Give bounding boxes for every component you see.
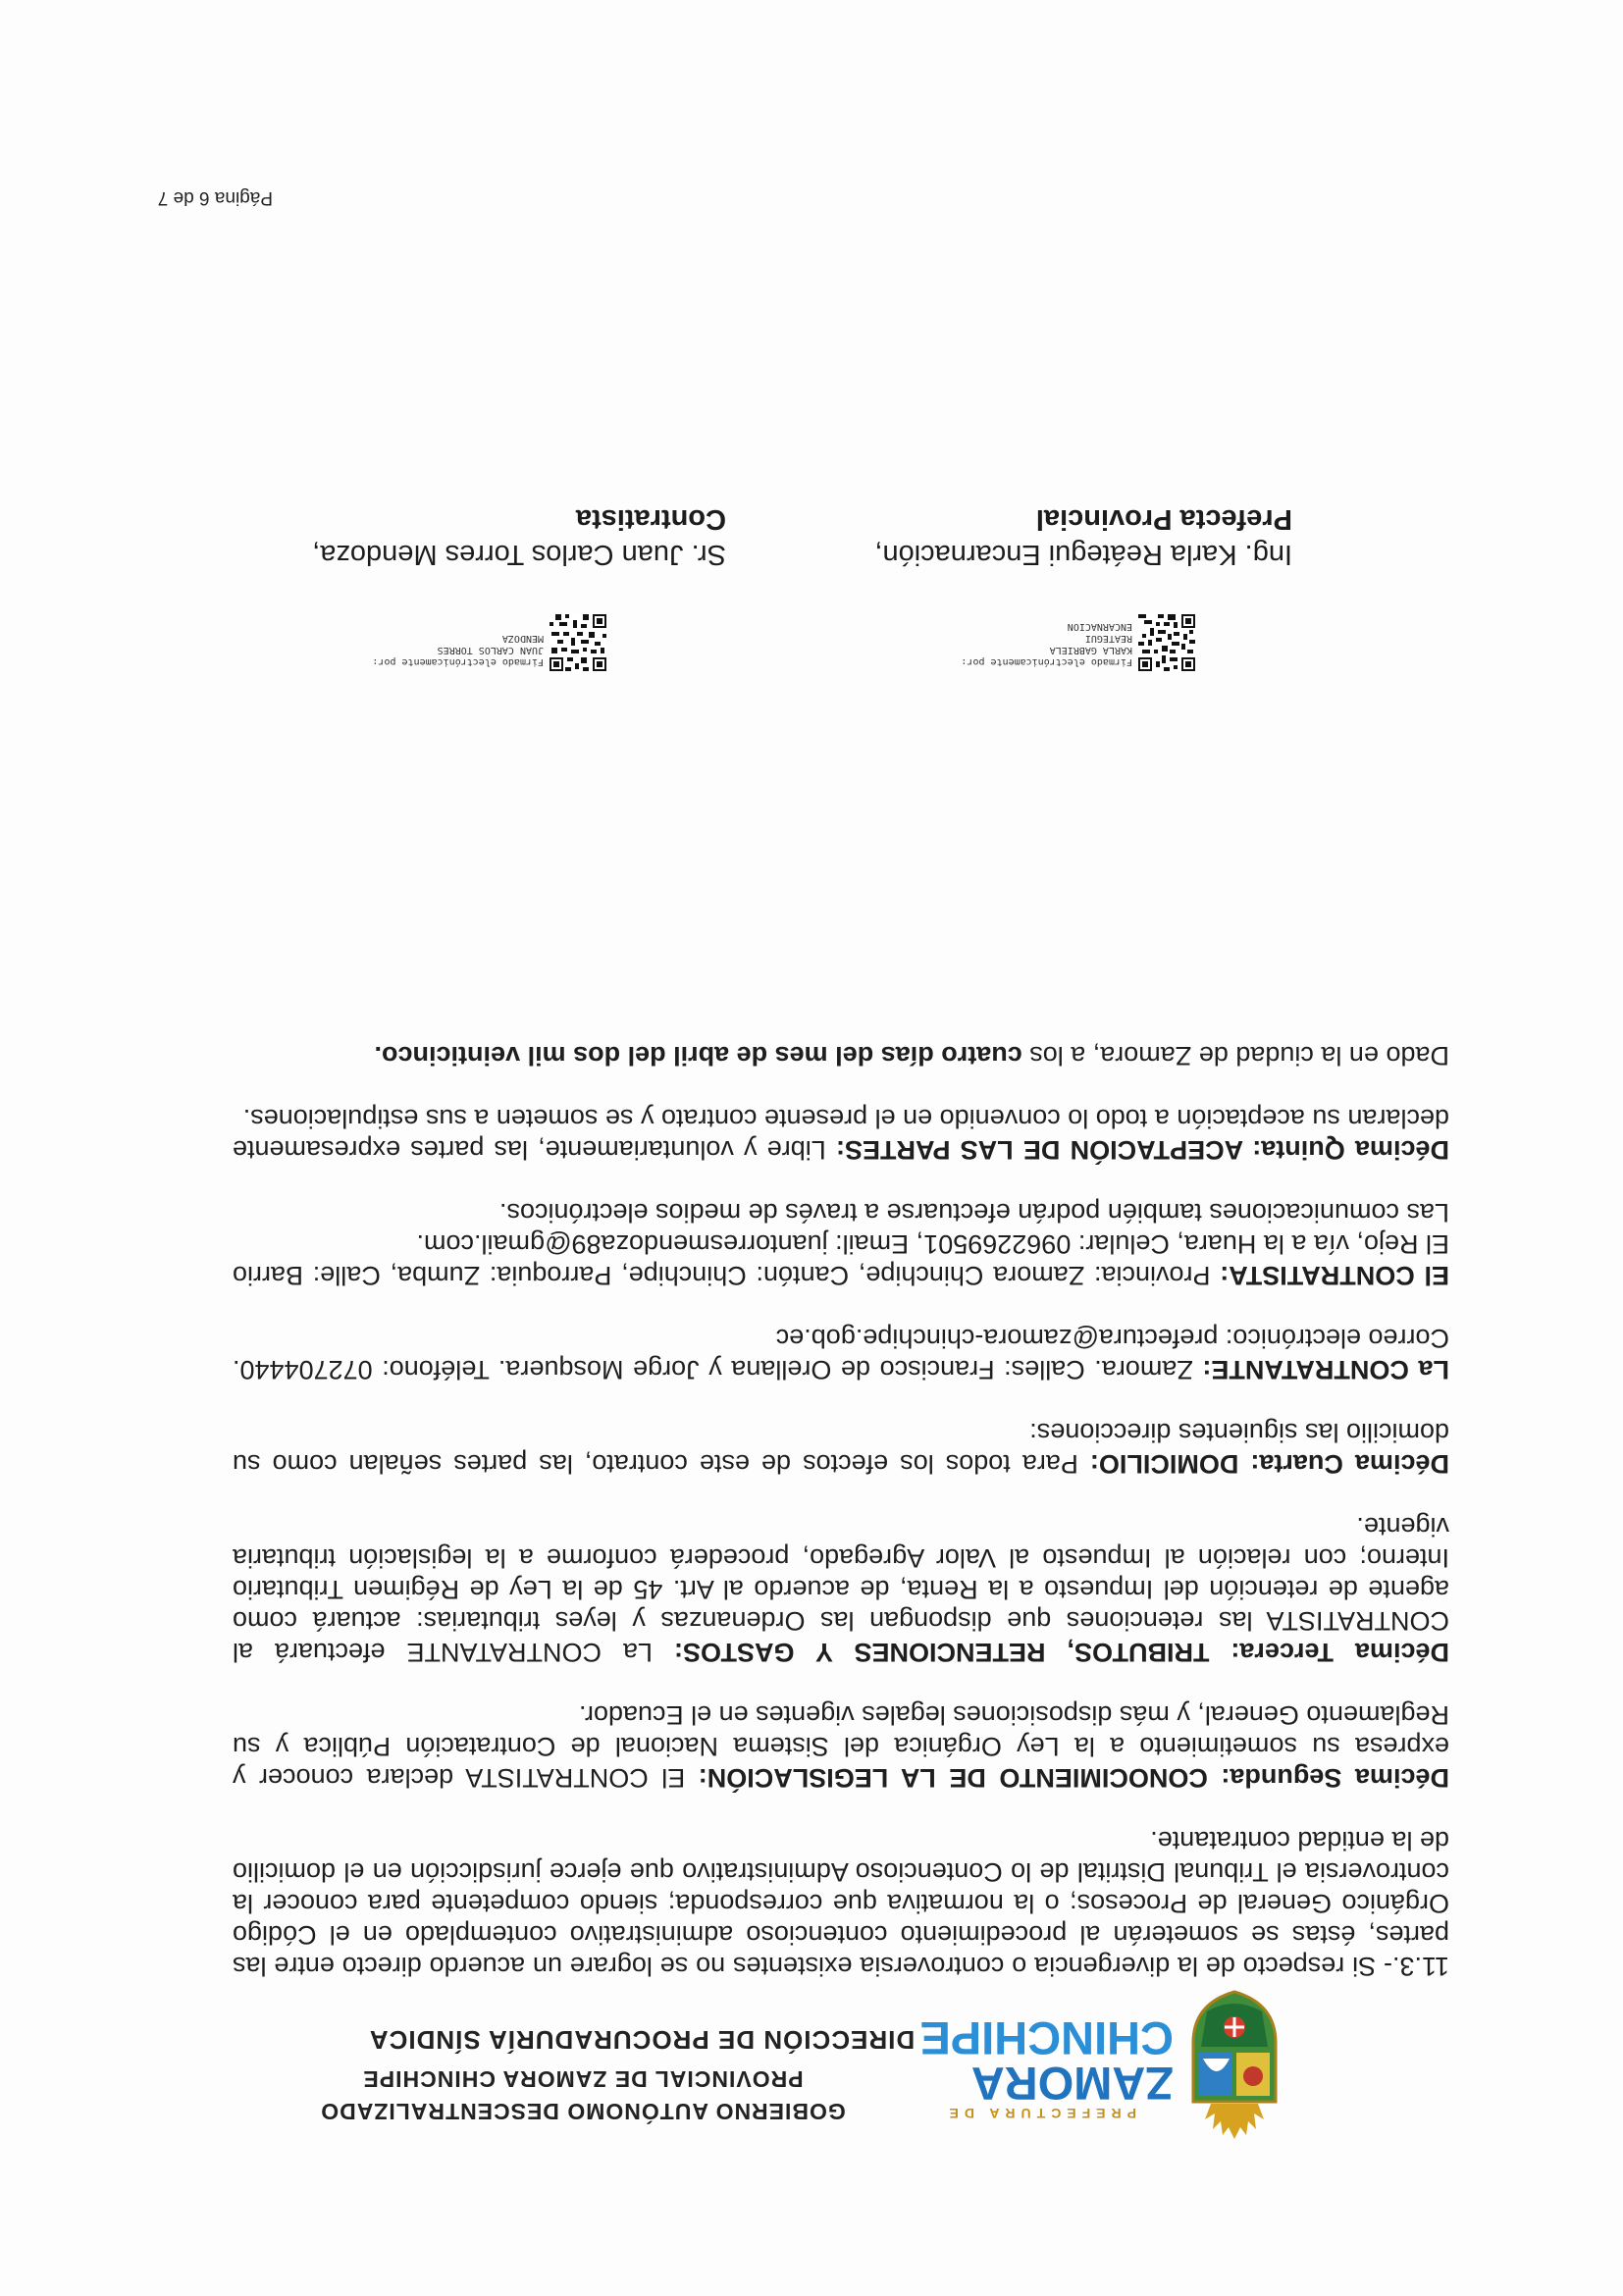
right-meta-line-3: MENDOZA xyxy=(501,633,544,644)
logo-subtitle: PREFECTURA DE xyxy=(943,2106,1136,2121)
contratante-text: Zamora. Calles: Francisco de Orellana y Jorge Mosquera. Teléfono: 072704440. Correo electrónico: prefectura@zamora-chinchipe.gob.ec xyxy=(232,1324,1449,1384)
left-meta-line-1: Firmado electrónicamente por: xyxy=(961,656,1132,667)
page-number: Página 6 de 7 xyxy=(157,187,273,208)
left-signature-meta xyxy=(961,620,1132,667)
right-signer-role: Contratista xyxy=(575,503,726,535)
comunicaciones-note: Las comunicaciones también podrán efectuarse a través de medios electrónicos. xyxy=(498,1198,1449,1227)
clause-14-text: Para todos los efectos de este contrato, las partes señalan como su domicilio las siguientes direcciones: xyxy=(233,1418,1449,1479)
clause-12-title: Décima Segunda: CONOCIMIENTO DE LA LEGISLACIÓN: xyxy=(698,1763,1449,1793)
dado-date: cuatro días del mes de abril del dos mil veinticinco. xyxy=(374,1041,1022,1070)
org-line-2: PROVINCIAL DE ZAMORA CHINCHIPE xyxy=(362,2066,804,2092)
qr-code-icon xyxy=(550,614,606,671)
left-signer-name: Ing. Karla Reátegui Encarnación, xyxy=(874,539,1292,570)
department-title: DIRECCIÓN DE PROCURADURÍA SÍNDICA xyxy=(368,2025,916,2055)
right-meta-line-2: JUAN CARLOS TORRES xyxy=(437,645,544,655)
right-signature-meta xyxy=(372,632,544,667)
clause-14-title: Décima Cuarta: DOMICILIO: xyxy=(1089,1449,1449,1479)
contratista-title: El CONTRATISTA: xyxy=(1220,1261,1449,1290)
org-line-1: GOBIERNO AUTÓNOMO DESCENTRALIZADO xyxy=(320,2099,846,2124)
right-signer-name: Sr. Juan Carlos Torres Mendoza, xyxy=(312,539,726,570)
contratista-text: Provincia: Zamora Chinchipe, Cantón: Chinchipe, Parroquia: Zumba, Calle: Barrio El Rejo, vía a la Huara, Celular: 0962269501, Email: juantorresmendoza89@gmail.com. xyxy=(233,1229,1449,1290)
logo-zamora: ZAMORA xyxy=(970,2058,1174,2110)
left-meta-line-3: REATEGUI xyxy=(1084,633,1132,644)
logo-chinchipe: CHINCHIPE xyxy=(919,2012,1174,2064)
left-meta-line-4: ENCARNACION xyxy=(1067,621,1132,632)
dado-text: Dado en la ciudad de Zamora, a los xyxy=(1021,1041,1449,1070)
left-meta-line-2: KARLA GABRIELA xyxy=(1049,645,1132,655)
clause-15-title: Décima Quinta: ACEPTACIÓN DE LAS PARTES: xyxy=(835,1135,1449,1165)
left-signer-role: Prefecta Provincial xyxy=(1035,503,1292,535)
contratante-title: La CONTRATANTE: xyxy=(1202,1355,1449,1384)
clause-13-text: La CONTRATANTE efectuará al CONTRATISTA las retenciones que dispongan las Ordenanzas y leyes tributarias: actuará como agente de retención del Impuesto a la Renta, de acuerdo al Art. 45 de la Ley de Régimen Tributario Interno; con relación al Impuesto al Valor Agregado, procederá conforme a la legislación tributaria vigente. xyxy=(232,1512,1449,1667)
qr-code-icon xyxy=(1138,614,1195,671)
clause-13-title: Décima Tercera: TRIBUTOS, RETENCIONES Y GASTOS: xyxy=(673,1638,1449,1667)
clause-15-text: Libre y voluntariamente, las partes expresamente declaran su aceptación a todo lo convenido en el presente contrato y se someten a sus estipulaciones. xyxy=(232,1104,1449,1165)
clause-12-text: El CONTRATISTA declara conocer y expresa su sometimiento a la Ley Orgánica del Sistema Nacional de Contratación Pública y su Reglamento General, y más disposiciones legales vigentes en el Ecuador. xyxy=(233,1700,1449,1793)
right-meta-line-1: Firmado electrónicamente por: xyxy=(372,656,544,667)
clause-11-3: 11.3.- Si respecto de la divergencia o controversia existentes no se lograre un acuerdo directo entre las partes, éstas se someterán al procedimiento contencioso administrativo contemplado en el Código Orgánico General de Procesos; o la normativa que corresponda; siendo competente para conocer la controversia el Tribunal Distrital de lo Contencioso Administrativo que ejerce jurisdicción en el domicilio de la entidad contratante. xyxy=(233,1826,1449,1981)
